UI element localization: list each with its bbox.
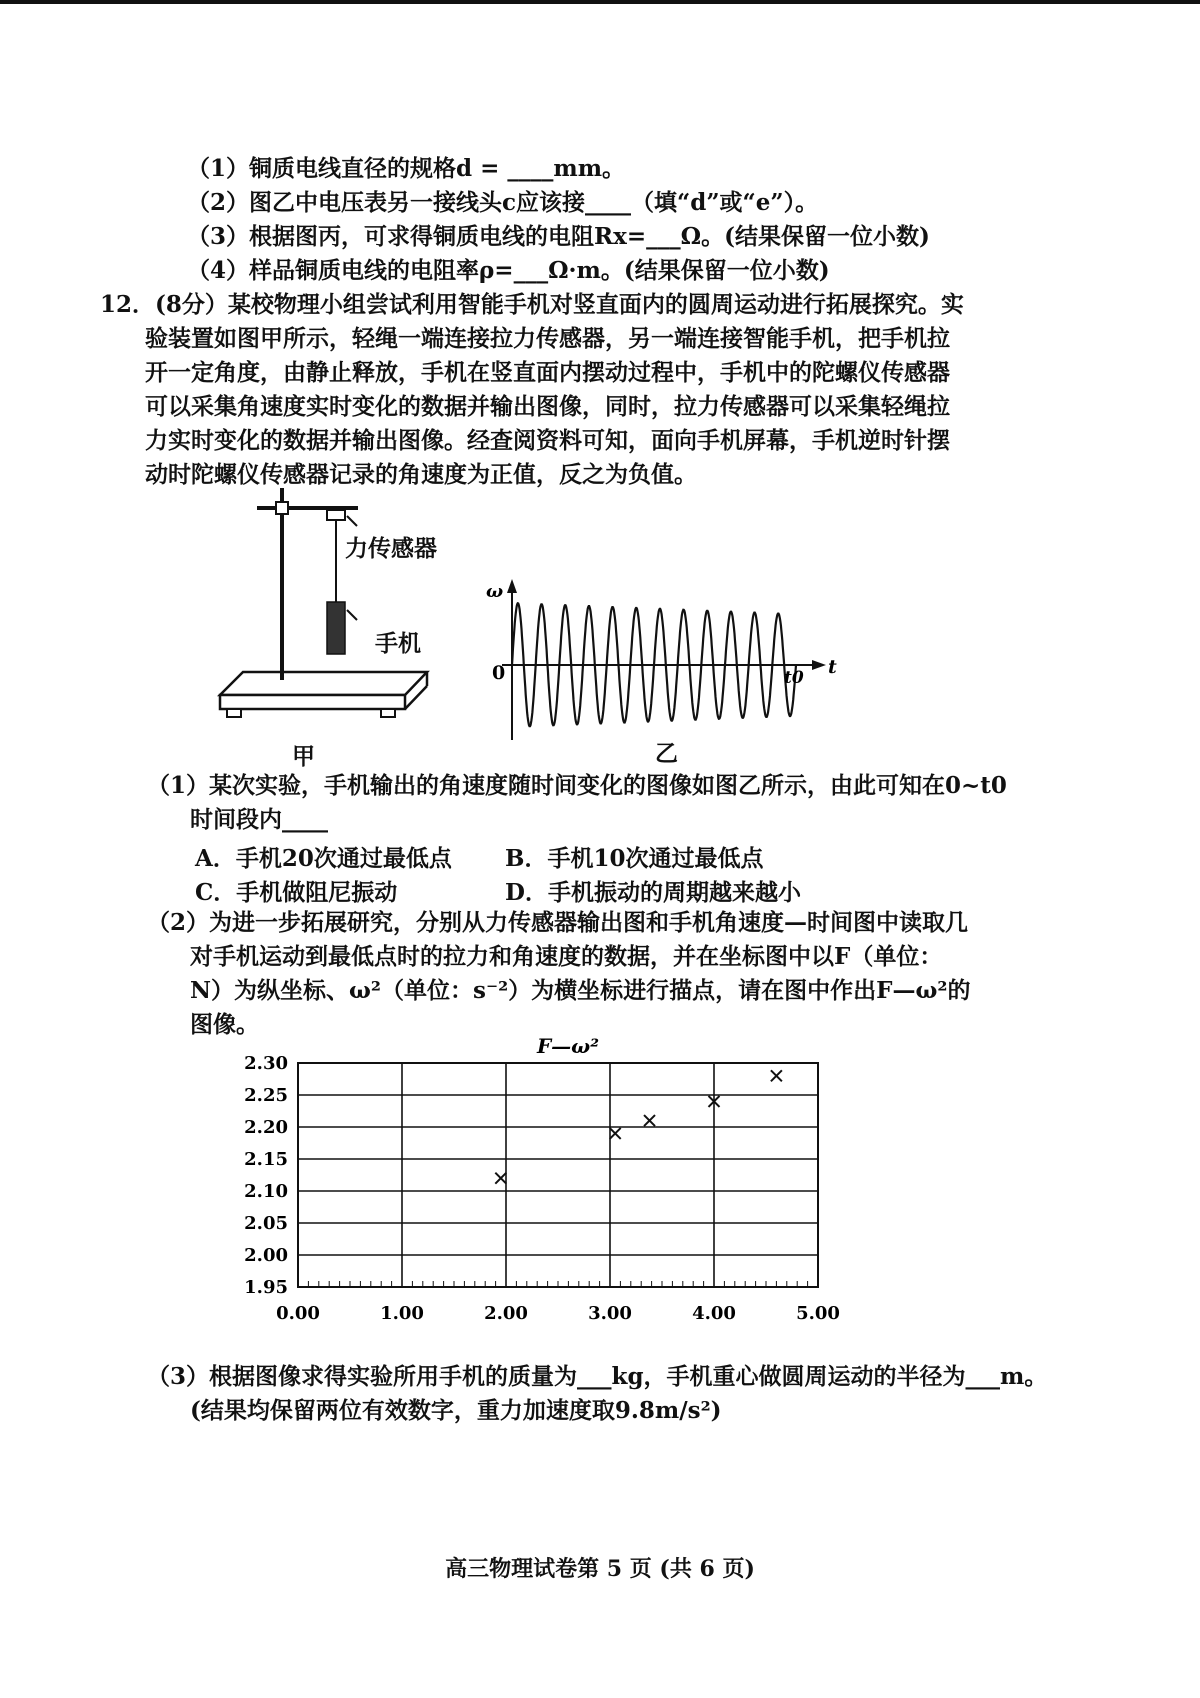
data-point-cross (644, 1115, 655, 1126)
y-tick-label: 2.30 (244, 1053, 288, 1074)
data-point-cross (771, 1070, 782, 1081)
force-sensor (327, 510, 345, 520)
option-d: D．手机振动的周期越来越小 (505, 879, 801, 906)
y-tick-label: 1.95 (244, 1277, 288, 1298)
f-omega-squared-chart (220, 1025, 860, 1335)
base-foot-right (381, 709, 395, 717)
y-tick-label: 2.20 (244, 1117, 288, 1138)
q12-intro-line: 验装置如图甲所示，轻绳一端连接拉力传感器，另一端连接智能手机，把手机拉 (145, 325, 950, 352)
y-tick-label: 2.15 (244, 1149, 288, 1170)
q12-intro-line: 力实时变化的数据并输出图像。经查阅资料可知，面向手机屏幕，手机逆时针摆 (145, 427, 950, 454)
q11-sub3: （3）根据图丙，可求得铜质电线的电阻Rx=___Ω。(结果保留一位小数) (187, 223, 930, 250)
q12-sub2-line: 对手机运动到最低点时的拉力和角速度的数据，并在坐标图中以F（单位： (190, 943, 943, 970)
q12-intro-line: 可以采集角速度实时变化的数据并输出图像，同时，拉力传感器可以采集轻绳拉 (145, 393, 950, 420)
omega-axis-arrow (507, 579, 517, 593)
clamp (276, 502, 288, 514)
data-point-cross (610, 1128, 621, 1139)
base-plate-top (220, 672, 427, 695)
phone-pointer (347, 610, 357, 620)
t-axis-label: t (828, 656, 837, 678)
y-tick-label: 2.00 (244, 1245, 288, 1266)
option-b: B．手机10次通过最低点 (505, 845, 764, 872)
q12-intro-line: 开一定角度，由静止释放，手机在竖直面内摆动过程中，手机中的陀螺仪传感器 (145, 359, 950, 386)
chart-title: F—ω² (536, 1034, 600, 1058)
q12-sub2-line: 图像。 (190, 1011, 259, 1038)
q12-intro-line: 12．(8分）某校物理小组尝试利用智能手机对竖直面内的圆周运动进行拓展探究。实 (100, 291, 964, 318)
q11-sub4: （4）样品铜质电线的电阻率ρ=___Ω·m。(结果保留一位小数) (187, 257, 830, 284)
q12-sub3-line: (结果均保留两位有效数字，重力加速度取9.8m/s²) (190, 1397, 722, 1424)
x-tick-label: 1.00 (380, 1303, 424, 1324)
x-tick-label: 2.00 (484, 1303, 528, 1324)
origin-label: 0 (492, 662, 506, 684)
q12-sub2-line: （2）为进一步拓展研究，分别从力传感器输出图和手机角速度—时间图中读取几 (147, 909, 969, 936)
option-c: C．手机做阻尼振动 (195, 879, 398, 906)
x-tick-label: 3.00 (588, 1303, 632, 1324)
t-axis-arrow (812, 660, 826, 670)
y-tick-label: 2.25 (244, 1085, 288, 1106)
q12-sub1-line: （1）某次实验，手机输出的角速度随时间变化的图像如图乙所示，由此可知在0~t0 (147, 772, 1007, 799)
q12-intro-line: 动时陀螺仪传感器记录的角速度为正值，反之为负值。 (145, 461, 697, 488)
figure-yi-caption: 乙 (655, 740, 678, 767)
omega-axis-label: ω (486, 581, 504, 602)
phone (327, 602, 345, 654)
t0-label: t0 (784, 668, 804, 688)
force-sensor-label: 力传感器 (345, 535, 437, 562)
data-point-cross (495, 1173, 506, 1184)
q11-sub1: （1）铜质电线直径的规格d = ____mm。 (187, 155, 626, 182)
apparatus-figure (205, 480, 445, 745)
omega-t-graph (480, 575, 850, 745)
q12-sub2-line: N）为纵坐标、ω²（单位：s⁻²）为横坐标进行描点，请在图中作出F—ω²的 (190, 977, 971, 1004)
x-tick-label: 4.00 (692, 1303, 736, 1324)
base-foot-left (227, 709, 241, 717)
q11-sub2: （2）图乙中电压表另一接线头c应该接____（填“d”或“e”）。 (187, 189, 819, 216)
base-plate-front (220, 695, 405, 709)
plot-frame (298, 1063, 818, 1287)
y-tick-label: 2.05 (244, 1213, 288, 1234)
x-tick-label: 0.00 (276, 1303, 320, 1324)
option-a: A．手机20次通过最低点 (195, 845, 452, 872)
x-tick-label: 5.00 (796, 1303, 840, 1324)
figure-jia-caption: 甲 (292, 743, 315, 770)
q12-sub3-line: （3）根据图像求得实验所用手机的质量为___kg，手机重心做圆周运动的半径为___m。 (147, 1363, 1048, 1390)
sensor-pointer (347, 516, 357, 526)
phone-label: 手机 (375, 630, 421, 657)
q12-sub1-line: 时间段内____ (190, 806, 328, 833)
top-border (0, 0, 1200, 4)
page-footer: 高三物理试卷第 5 页 (共 6 页) (445, 1556, 755, 1582)
y-tick-label: 2.10 (244, 1181, 288, 1202)
